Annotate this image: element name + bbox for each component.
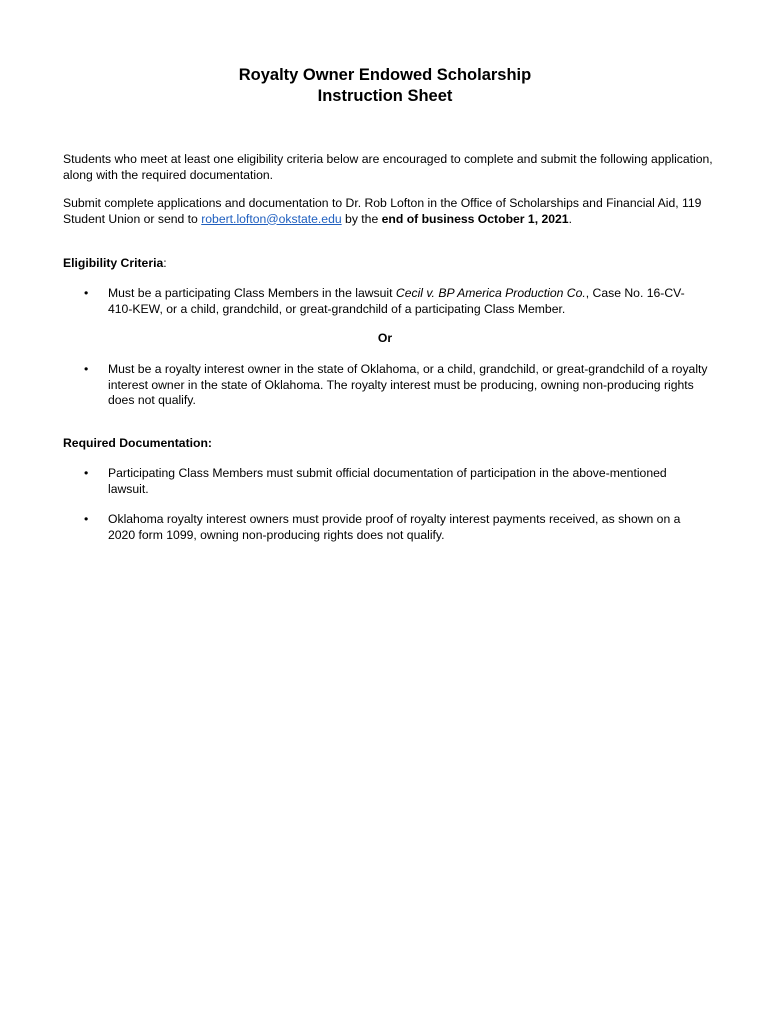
submit-middle: by the xyxy=(341,211,382,226)
required-item2-text: Oklahoma royalty interest owners must provide proof of royalty interest payments received, as shown on a 2020 form 1099, owning non-producing rights does not qualify. xyxy=(108,512,681,542)
eligibility-item1-suffix: , Case No. 16-CV-410-KEW, or a child, grandchild, or great-grandchild of a participating Class Member. xyxy=(108,286,685,316)
submit-suffix: . xyxy=(568,211,572,226)
email-link[interactable]: robert.lofton@okstate.edu xyxy=(201,211,342,226)
document-title xyxy=(0,65,770,107)
eligibility-item2-text: Must be a royalty interest owner in the state of Oklahoma, or a child, grandchild, or great-grandchild of a royalty interest owner in the state of Oklahoma. The royalty interest must be producing, owning non-producing rights does not qualify. xyxy=(108,362,708,407)
intro-paragraph: Students who meet at least one eligibility criteria below are encouraged to complete and submit the following application, along with the required documentation. xyxy=(63,152,713,182)
bullet-icon: • xyxy=(84,286,89,300)
eligibility-item1-prefix: Must be a participating Class Members in the lawsuit xyxy=(108,286,396,300)
required-documentation-heading: Required Documentation: xyxy=(63,436,212,450)
required-item1-text: Participating Class Members must submit official documentation of participation in the above-mentioned lawsuit. xyxy=(108,466,667,496)
title-line-1: Royalty Owner Endowed Scholarship xyxy=(238,66,532,84)
bullet-icon: • xyxy=(84,512,89,526)
eligibility-heading-text: Eligibility Criteria xyxy=(63,256,164,270)
bullet-icon: • xyxy=(84,466,89,480)
eligibility-item-text xyxy=(108,286,708,317)
title-line-2: Instruction Sheet xyxy=(317,87,453,105)
submit-paragraph xyxy=(63,196,713,227)
submit-prefix: Submit complete applications and documentation to Dr. Rob Lofton in the Office of Scholarships and Financial Aid, 119 Student Union or send to xyxy=(63,196,702,226)
eligibility-heading xyxy=(63,256,167,272)
bullet-icon: • xyxy=(84,362,89,376)
or-separator: Or xyxy=(377,331,393,345)
case-name: Cecil v. BP America Production Co. xyxy=(395,286,586,300)
eligibility-heading-colon: : xyxy=(163,256,167,270)
submit-deadline: end of business October 1, 2021 xyxy=(381,211,569,226)
